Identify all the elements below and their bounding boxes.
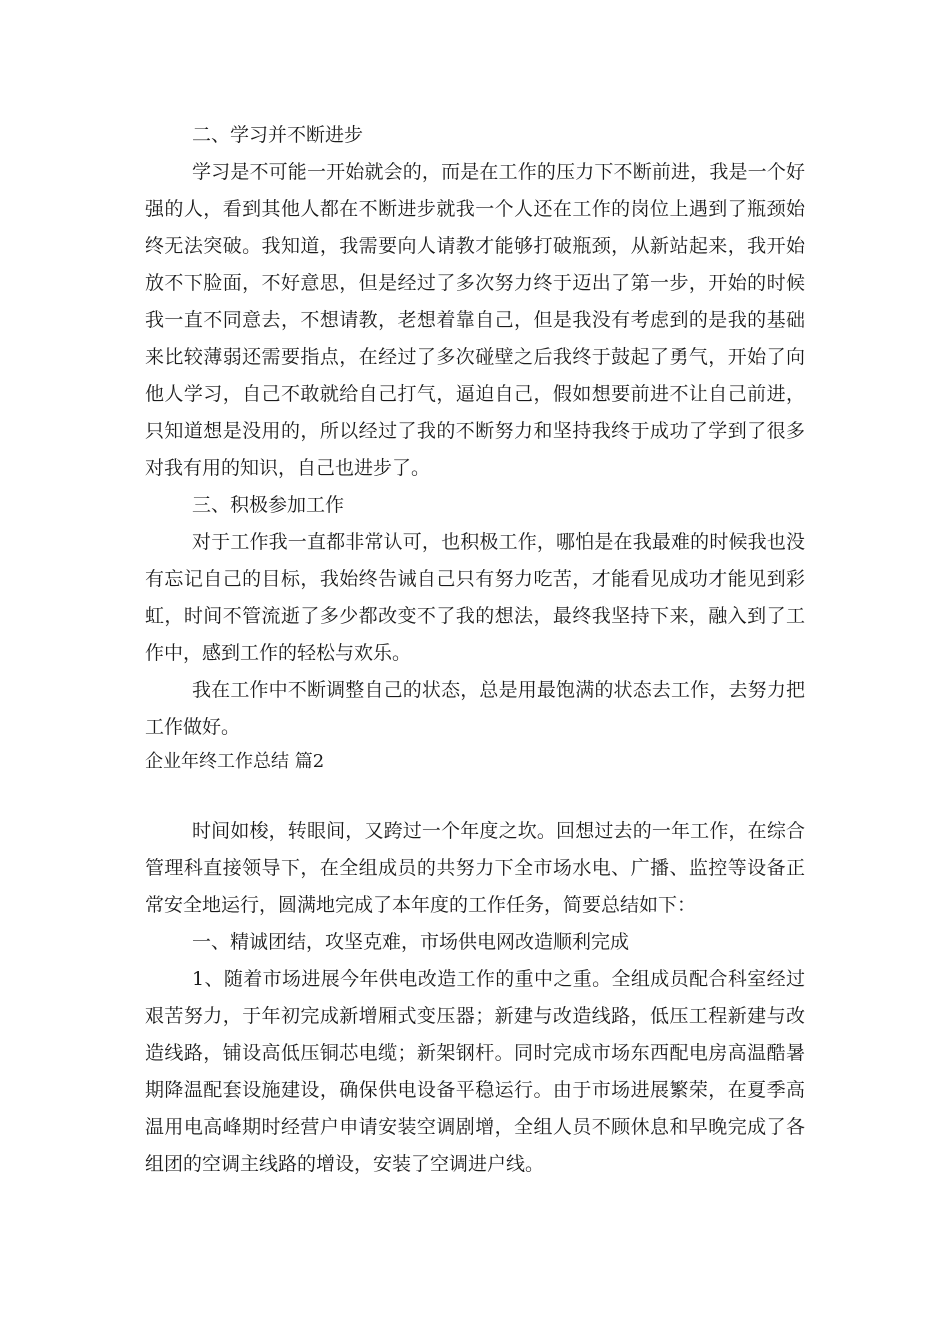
paragraph-line: 虹，时间不管流逝了多少都改变不了我的想法，最终我坚持下来，融入到了工 [145, 605, 805, 627]
paragraph-line: 来比较薄弱还需要指点，在经过了多次碰壁之后我终于鼓起了勇气，开始了向 [145, 346, 805, 368]
paragraph-line: 艰苦努力，于年初完成新增厢式变压器；新建与改造线路，低压工程新建与改 [145, 1005, 805, 1027]
section-heading: 一、精诚团结，攻坚克难，市场供电网改造顺利完成 [192, 931, 630, 953]
paragraph-line: 学习是不可能一开始就会的，而是在工作的压力下不断前进，我是一个好 [192, 161, 805, 183]
paragraph-line: 强的人，看到其他人都在不断进步就我一个人还在工作的岗位上遇到了瓶颈始 [145, 198, 805, 220]
paragraph-line: 1、随着市场进展今年供电改造工作的重中之重。全组成员配合科室经过 [192, 968, 805, 990]
paragraph-line: 时间如梭，转眼间，又跨过一个年度之坎。回想过去的一年工作，在综合 [192, 820, 805, 842]
section-heading: 二、学习并不断进步 [192, 124, 364, 146]
section-heading: 三、积极参加工作 [192, 494, 345, 516]
paragraph-line: 组团的空调主线路的增设，安装了空调进户线。 [145, 1153, 545, 1175]
paragraph-line: 只知道想是没用的，所以经过了我的不断努力和坚持我终于成功了学到了很多 [145, 420, 805, 442]
paragraph-line: 温用电高峰期时经营户申请安装空调剧增，全组人员不顾休息和早晚完成了各 [145, 1116, 805, 1138]
paragraph-line: 对我有用的知识，自己也进步了。 [145, 457, 431, 479]
paragraph-line: 放不下脸面，不好意思，但是经过了多次努力终于迈出了第一步，开始的时候 [145, 272, 805, 294]
paragraph-line: 作中，感到工作的轻松与欢乐。 [145, 642, 412, 664]
paragraph-line: 工作做好。 [145, 716, 241, 738]
paragraph-line: 造线路，铺设高低压铜芯电缆；新架钢杆。同时完成市场东西配电房高温酷暑 [145, 1042, 805, 1064]
paragraph-line: 我在工作中不断调整自己的状态，总是用最饱满的状态去工作，去努力把 [192, 679, 805, 701]
paragraph-line: 对于工作我一直都非常认可，也积极工作，哪怕是在我最难的时候我也没 [192, 531, 805, 553]
paragraph-line: 我一直不同意去，不想请教，老想着靠自己，但是我没有考虑到的是我的基础 [145, 309, 805, 331]
paragraph-line: 管理科直接领导下，在全组成员的共努力下全市场水电、广播、监控等设备正 [145, 857, 805, 879]
paragraph-line: 常安全地运行，圆满地完成了本年度的工作任务，简要总结如下： [145, 894, 697, 916]
article-title: 企业年终工作总结 篇2 [145, 751, 325, 772]
paragraph-line: 他人学习，自己不敢就给自己打气，逼迫自己，假如想要前进不让自己前进， [145, 383, 805, 405]
paragraph-line: 有忘记自己的目标，我始终告诫自己只有努力吃苦，才能看见成功才能见到彩 [145, 568, 805, 590]
paragraph-line: 期降温配套设施建设，确保供电设备平稳运行。由于市场进展繁荣，在夏季高 [145, 1079, 805, 1101]
paragraph-line: 终无法突破。我知道，我需要向人请教才能够打破瓶颈，从新站起来，我开始 [145, 235, 805, 257]
